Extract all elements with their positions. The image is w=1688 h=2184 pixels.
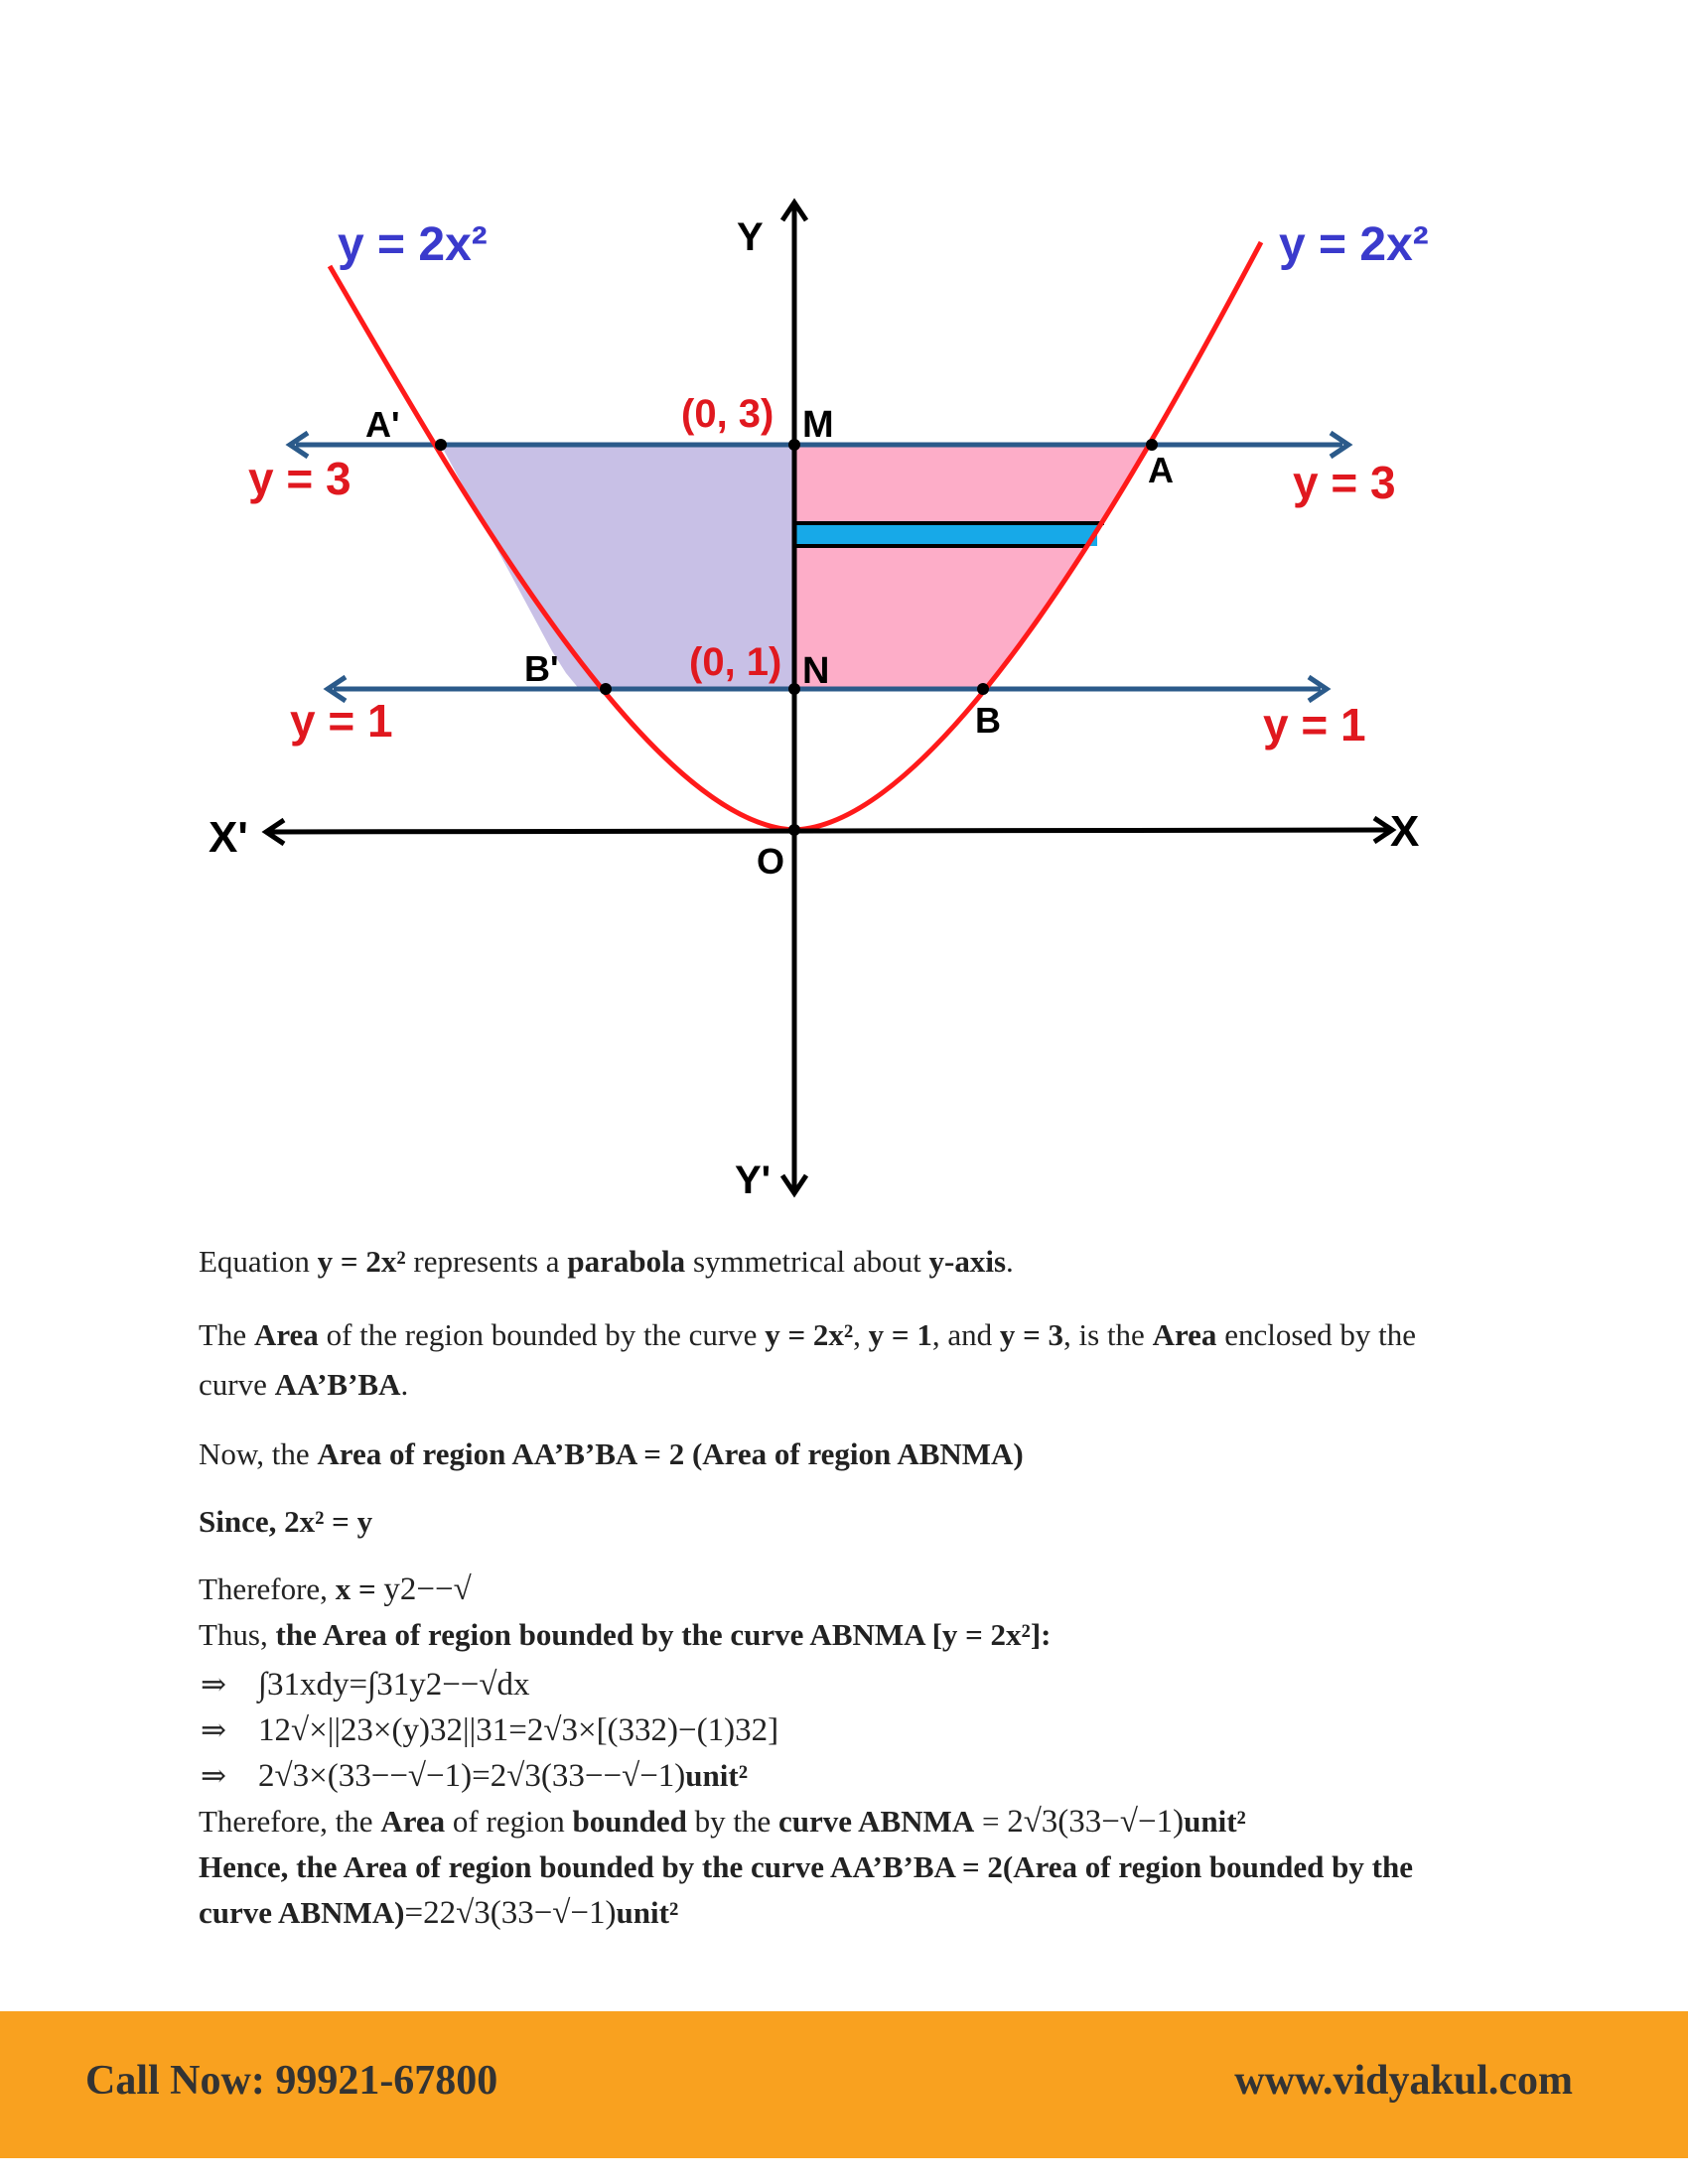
point-m-coord: (0, 3) [681,392,774,436]
point-m-dot [788,439,800,451]
text-run: the Area of region bounded by the curve ABNMA [y = 2x²]: [275,1617,1052,1652]
text-run: x = [335,1571,384,1606]
text-run: = [974,1804,1008,1839]
paragraph-area-relation [199,1432,1489,1477]
text-run: y2−−√ [383,1571,472,1607]
parabola-right-label: y = 2x² [1279,218,1429,271]
paragraph-equation [199,1239,1489,1285]
text-run: by the [686,1804,779,1839]
point-m-label: M [802,404,834,446]
text-run: The [199,1317,254,1352]
point-b-prime-dot [600,683,612,695]
parabola-left-label: y = 2x² [338,218,488,271]
text-run: . [1006,1244,1014,1279]
point-b-label: B [975,700,1001,741]
origin-label: O [757,841,785,882]
text-run: enclosed by the curve [199,1317,1417,1402]
text-run: Since, 2x² = y [199,1504,373,1539]
text-run: , and [931,1317,1000,1352]
point-b-dot [977,683,989,695]
paragraph-therefore-x [199,1567,1489,1612]
text-run: unit² [616,1895,679,1930]
text-run: =22√3(33−√−1) [404,1895,617,1931]
text-run: bounded [572,1804,687,1839]
text-run: y = 3 [999,1317,1064,1352]
solution-text [199,1239,1489,1936]
text-run: Area [1152,1317,1217,1352]
text-run: Hence, the Area of region bounded by the curve AA’B’BA = 2(Area of region bounded by the curve ABNMA) [199,1849,1413,1930]
x-axis [268,830,1390,832]
origin-dot [788,824,800,836]
call-now-link[interactable]: Call Now: 99921-67800 [85,2058,498,2104]
text-run: . [400,1367,409,1402]
implies-icon: ⇒ [201,1712,226,1747]
text-run: curve ABNMA [778,1804,975,1839]
paragraph-therefore-area [199,1799,1489,1844]
text-run: ∫31xdy=∫31y2−−√dx [258,1667,530,1703]
text-run: Therefore, [199,1571,336,1606]
text-run: y = 2x² [765,1317,854,1352]
text-run: of the region bounded by the curve [318,1317,766,1352]
text-run: , [853,1317,869,1352]
text-run: Therefore, the [199,1804,381,1839]
integration-strip [794,523,1097,546]
implies-icon: ⇒ [201,1758,226,1793]
step-evaluation [199,1707,1489,1753]
line-y1-left-label: y = 1 [290,695,393,747]
text-run: unit² [1184,1804,1246,1839]
y-axis-neg-label: Y' [735,1159,772,1202]
text-run: Equation [199,1244,318,1279]
text-run: y = 2x² [317,1244,406,1279]
line-y3-right-label: y = 3 [1293,457,1396,508]
text-run: 2√3×(33−−√−1)=2√3(33−−√−1) [258,1758,686,1794]
right-shaded-region [794,445,1152,689]
text-run: y = 1 [868,1317,932,1352]
step-integral [199,1662,1489,1707]
footer-banner [0,2011,1688,2158]
implies-icon: ⇒ [201,1667,226,1702]
text-run: , is the [1063,1317,1153,1352]
step-result [199,1753,1489,1799]
text-run: 2√3(33−√−1) [1007,1804,1185,1840]
point-n-coord: (0, 1) [689,640,782,684]
text-run: of region [445,1804,573,1839]
text-run: Area [253,1317,319,1352]
point-a-prime-dot [435,439,447,451]
text-run: AA’B’BA [274,1367,401,1402]
y-axis-label: Y [737,215,764,259]
point-b-prime-label: B' [524,648,559,689]
text-run: unit² [685,1758,749,1793]
website-link[interactable]: www.vidyakul.com [1234,2058,1573,2104]
x-axis-neg-label: X' [209,813,248,862]
paragraph-since [199,1499,1489,1545]
point-n-dot [788,683,800,695]
paragraph-area-description [199,1310,1489,1410]
point-a-prime-label: A' [365,404,400,445]
point-n-label: N [802,650,830,692]
text-run: 12√×||23×(y)32||31=2√3×[(332)−(1)32] [258,1712,779,1748]
paragraph-hence [199,1844,1489,1936]
text-run: represents a [405,1244,568,1279]
text-run: Thus, [199,1617,276,1652]
text-run: parabola [567,1244,686,1279]
text-run: Area of region AA’B’BA = 2 (Area of region ABNMA) [317,1436,1024,1471]
line-y1-right-label: y = 1 [1263,699,1366,751]
text-run: y-axis [928,1244,1007,1279]
text-run: Area [380,1804,446,1839]
text-run: symmetrical about [685,1244,929,1279]
x-axis-label: X [1390,807,1420,856]
line-y3-left-label: y = 3 [248,453,352,504]
point-a-label: A [1148,450,1174,490]
text-run: Now, the [199,1436,318,1471]
paragraph-thus [199,1612,1489,1658]
